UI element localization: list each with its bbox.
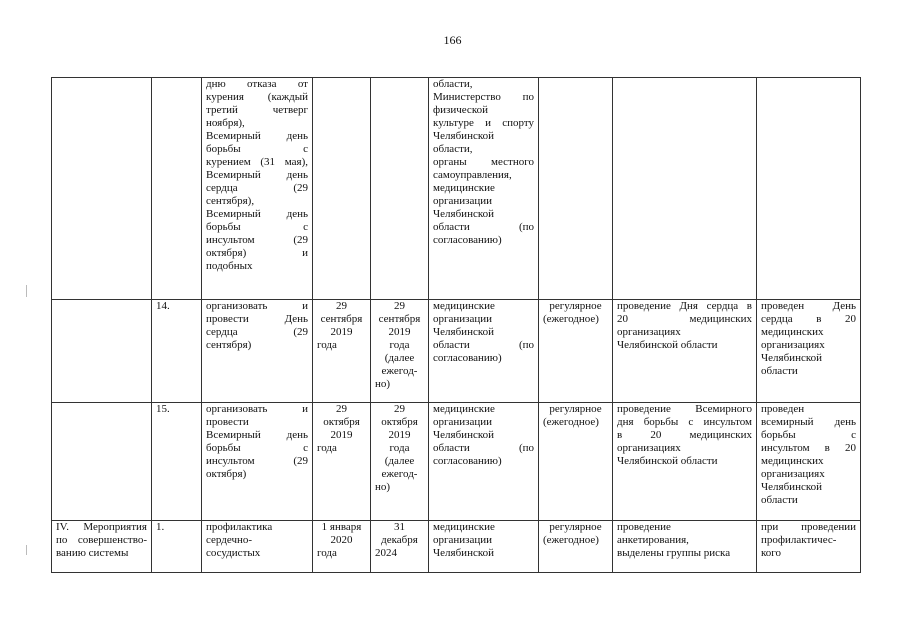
cell-section (52, 300, 152, 403)
cell-text-line: Челябинской (433, 429, 495, 441)
cell-text-line: ежегод- (381, 468, 418, 480)
cell-text-line: 29 (336, 300, 347, 312)
cell-text-line: инсультом (29 (206, 234, 308, 246)
cell-section (52, 78, 152, 300)
cell-text-line: дня борьбы с инсультом (617, 416, 752, 428)
cell-text-line: курения (каждый (206, 91, 308, 103)
cell-text-line: Всемирный день (206, 208, 308, 220)
cell-text-line: профилактика (206, 521, 273, 533)
cell-text-line: 31 (394, 521, 405, 533)
cell-text-line: организовать и (206, 403, 308, 415)
cell-text-line: области (по (433, 339, 534, 351)
cell-text-line: года (389, 339, 410, 351)
table-row (52, 521, 861, 573)
cell-text-line: курением (31 мая), (206, 156, 308, 168)
cell-text-line: 2024 (375, 547, 397, 559)
cell-result (613, 403, 757, 521)
cell-text-line: борьбы с (206, 143, 308, 155)
cell-text-line: ноября), (206, 117, 245, 129)
cell-text-line: проведен (761, 403, 805, 415)
cell-text-line: кого (761, 547, 782, 559)
cell-start-date (313, 78, 371, 300)
cell-text-line: (далее (384, 352, 415, 364)
cell-text-line: 2019 (330, 429, 353, 441)
cell-text-line: сердца (29 (206, 182, 308, 194)
cell-section (52, 521, 152, 573)
cell-number (152, 403, 202, 521)
cell-start-date (313, 403, 371, 521)
cell-text-line: 29 (336, 403, 347, 415)
cell-text-line: Челябинской (433, 326, 495, 338)
cell-text-line: подобных (206, 260, 253, 272)
cell-text-line: в 20 медицинских (617, 429, 752, 441)
cell-text-line: Челябинской (433, 130, 495, 142)
cell-text-line: самоуправления, (433, 169, 512, 181)
cell-text-line: проведение Дня сердца в (617, 300, 752, 312)
cell-text-line: сентября (378, 313, 421, 325)
page-number: 166 (443, 33, 462, 47)
cell-text-line: организациях (761, 468, 825, 480)
cell-activity (202, 78, 313, 300)
cell-text-line: согласованию) (433, 234, 502, 246)
cell-text-line: Челябинской области (617, 455, 718, 467)
cell-text-line: Министерство по (433, 91, 534, 103)
cell-text-line: 14. (156, 300, 170, 312)
cell-text-line: сердца (29 (206, 326, 308, 338)
cell-text-line: 20 медицинских (617, 313, 752, 325)
cell-end-date (371, 78, 429, 300)
cell-text-line: Челябинской (761, 352, 823, 364)
cell-activity (202, 521, 313, 573)
cell-end-date (371, 403, 429, 521)
cell-frequency (539, 403, 613, 521)
cell-text-line: физической (433, 104, 488, 116)
cell-indicator (757, 78, 861, 300)
cell-text-line: организации (433, 195, 493, 207)
cell-end-date (371, 521, 429, 573)
cell-text-line: органы местного (433, 156, 534, 168)
cell-text-line: организации (433, 313, 493, 325)
cell-text-line: IV. Мероприятия (56, 521, 147, 533)
cell-text-line: сентября (320, 313, 363, 325)
cell-end-date (371, 300, 429, 403)
cell-text-line: 1 января (321, 521, 362, 533)
cell-text-line: 1. (156, 521, 165, 533)
cell-text-line: медицинские (433, 403, 495, 415)
cell-text-line: области, (433, 143, 473, 155)
cell-text-line: 15. (156, 403, 170, 415)
cell-text-line: провести (206, 416, 249, 428)
cell-text-line: регулярное (549, 403, 602, 415)
cell-text-line: организациях (761, 339, 825, 351)
activities-table (51, 77, 861, 573)
cell-text-line: (далее (384, 455, 415, 467)
cell-text-line: организации (433, 416, 493, 428)
cell-text-line: (ежегодное) (543, 416, 599, 428)
cell-text-line: области (761, 365, 798, 377)
cell-text-line: сердца в 20 (761, 313, 856, 325)
cell-text-line: области, (433, 78, 473, 90)
cell-executor (429, 300, 539, 403)
cell-text-line: но) (375, 378, 391, 390)
cell-text-line: Всемирный день (206, 169, 308, 181)
cell-number (152, 521, 202, 573)
cell-text-line: организациях (617, 326, 681, 338)
cell-text-line: регулярное (549, 521, 602, 533)
cell-text-line: инсультом в 20 (761, 442, 856, 454)
cell-text-line: ванию системы (56, 547, 129, 559)
cell-text-line: Всемирный день (206, 429, 308, 441)
table-row (52, 403, 861, 521)
cell-text-line: области (761, 494, 798, 506)
cell-executor (429, 78, 539, 300)
cell-text-line: Челябинской области (617, 339, 718, 351)
cell-text-line: медицинские (433, 182, 495, 194)
cell-text-line: медицинских (761, 326, 824, 338)
cell-text-line: проведение (617, 521, 671, 533)
cell-text-line: согласованию) (433, 455, 502, 467)
cell-text-line: профилактичес- (761, 534, 837, 546)
cell-text-line: (ежегодное) (543, 534, 599, 546)
cell-indicator (757, 403, 861, 521)
cell-text-line: сентября), (206, 195, 255, 207)
cell-text-line: по совершенство- (56, 534, 147, 546)
margin-mark (26, 545, 27, 555)
cell-text-line: октября (381, 416, 418, 428)
cell-text-line: борьбы с (761, 429, 856, 441)
cell-text-line: медицинские (433, 521, 495, 533)
cell-text-line: 29 (394, 300, 405, 312)
margin-mark (26, 285, 27, 297)
cell-text-line: инсультом (29 (206, 455, 308, 467)
cell-text-line: медицинских (761, 455, 824, 467)
cell-text-line: года (389, 442, 410, 454)
cell-start-date (313, 521, 371, 573)
cell-text-line: но) (375, 481, 391, 493)
cell-text-line: сердечно- (206, 534, 253, 546)
cell-text-line: (ежегодное) (543, 313, 599, 325)
cell-text-line: ежегод- (381, 365, 418, 377)
cell-result (613, 78, 757, 300)
cell-start-date (313, 300, 371, 403)
cell-text-line: проведен День (761, 300, 856, 312)
cell-text-line: года (317, 442, 337, 454)
cell-text-line: организовать и (206, 300, 308, 312)
cell-text-line: при проведении (761, 521, 856, 533)
cell-activity (202, 300, 313, 403)
cell-text-line: медицинские (433, 300, 495, 312)
cell-text-line: борьбы с (206, 221, 308, 233)
cell-section (52, 403, 152, 521)
cell-text-line: всемирный день (761, 416, 856, 428)
cell-text-line: области (по (433, 442, 534, 454)
cell-text-line: октября (323, 416, 360, 428)
cell-text-line: года (317, 339, 337, 351)
cell-text-line: Челябинской (433, 547, 495, 559)
cell-result (613, 300, 757, 403)
cell-number (152, 300, 202, 403)
cell-text-line: Челябинской (761, 481, 823, 493)
cell-indicator (757, 300, 861, 403)
cell-text-line: 2019 (388, 326, 411, 338)
cell-text-line: борьбы с (206, 442, 308, 454)
cell-text-line: согласованию) (433, 352, 502, 364)
cell-text-line: октября) и (206, 247, 308, 259)
cell-text-line: организациях (617, 442, 681, 454)
cell-text-line: года (317, 547, 337, 559)
cell-frequency (539, 300, 613, 403)
cell-frequency (539, 78, 613, 300)
cell-indicator (757, 521, 861, 573)
cell-executor (429, 403, 539, 521)
cell-text-line: проведение Всемирного (617, 403, 752, 415)
cell-text-line: третий четверг (206, 104, 308, 116)
cell-text-line: области (по (433, 221, 534, 233)
cell-text-line: 2019 (388, 429, 411, 441)
cell-text-line: анкетирования, (617, 534, 689, 546)
cell-text-line: сентября) (206, 339, 252, 351)
cell-number (152, 78, 202, 300)
cell-executor (429, 521, 539, 573)
cell-text-line: 29 (394, 403, 405, 415)
table-row (52, 78, 861, 300)
cell-activity (202, 403, 313, 521)
cell-text-line: провести День (206, 313, 308, 325)
cell-text-line: декабря (381, 534, 418, 546)
cell-text-line: выделены группы риска (617, 547, 731, 559)
cell-text-line: организации (433, 534, 493, 546)
cell-text-line: 2019 (330, 326, 353, 338)
cell-text-line: дню отказа от (206, 78, 308, 90)
cell-text-line: Всемирный день (206, 130, 308, 142)
cell-text-line: 2020 (330, 534, 353, 546)
cell-text-line: октября) (206, 468, 247, 480)
cell-result (613, 521, 757, 573)
table-row (52, 300, 861, 403)
cell-text-line: регулярное (549, 300, 602, 312)
cell-text-line: культуре и спорту (433, 117, 534, 129)
cell-frequency (539, 521, 613, 573)
cell-text-line: сосудистых (206, 547, 261, 559)
cell-text-line: Челябинской (433, 208, 495, 220)
